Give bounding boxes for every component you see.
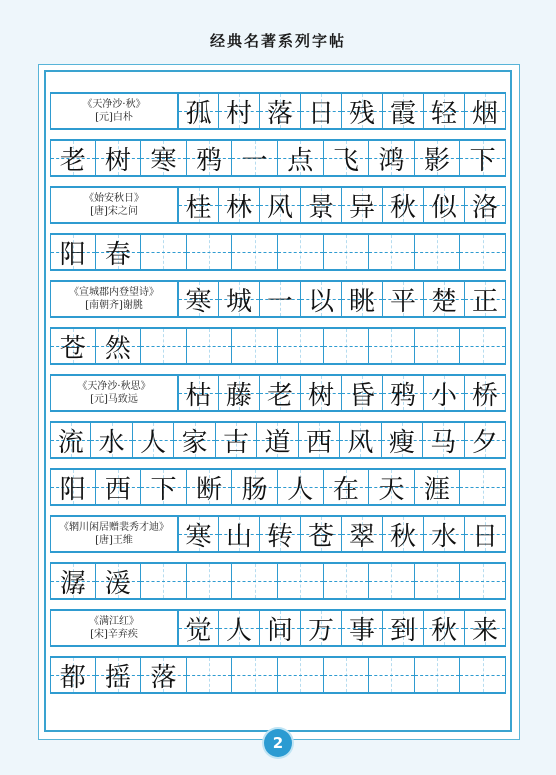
practice-cells (50, 423, 506, 457)
poem-continuation-row (50, 139, 506, 177)
practice-cells (50, 141, 506, 175)
practice-character: 肠 (241, 474, 268, 505)
practice-cell (187, 329, 233, 363)
practice-cell (178, 517, 219, 551)
practice-cell (301, 94, 342, 128)
practice-character: 人 (140, 427, 167, 458)
practice-character: 寒 (185, 286, 212, 317)
practice-cell (465, 376, 506, 410)
practice-character: 山 (225, 521, 252, 552)
practice-character: 以 (307, 286, 334, 317)
practice-cell (324, 235, 370, 269)
practice-character: 正 (471, 286, 498, 317)
practice-cell (278, 564, 324, 598)
practice-character: 古 (223, 427, 250, 458)
poem-title: 《满江红》 (89, 616, 139, 627)
poem-title: 《天净沙·秋思》 (77, 381, 151, 392)
practice-cell (278, 235, 324, 269)
practice-character: 烟 (471, 98, 498, 129)
practice-cell (178, 188, 219, 222)
practice-cell (133, 423, 174, 457)
practice-cell (415, 141, 461, 175)
practice-cells (178, 282, 506, 316)
poem-author: [南朝齐]谢朓 (85, 300, 143, 311)
practice-character: 老 (59, 145, 86, 176)
practice-character: 涯 (424, 474, 451, 505)
practice-cell (178, 376, 219, 410)
practice-cell (342, 188, 383, 222)
practice-character: 日 (471, 521, 498, 552)
practice-cell (278, 658, 324, 692)
poem-continuation-row (50, 327, 506, 365)
practice-cell (50, 329, 96, 363)
practice-cell (383, 376, 424, 410)
poem-title: 《宣城郡内登望诗》 (69, 287, 159, 298)
poem-header-row (50, 374, 506, 412)
practice-cell (383, 282, 424, 316)
practice-character: 夕 (471, 427, 498, 458)
poem-header-row (50, 92, 506, 130)
practice-cells (50, 470, 506, 504)
practice-character: 村 (225, 98, 252, 129)
poem-label (50, 94, 178, 128)
practice-character: 一 (266, 286, 293, 317)
practice-character: 洛 (471, 192, 498, 223)
practice-cell (324, 329, 370, 363)
practice-cell (219, 517, 260, 551)
practice-character: 鸦 (196, 145, 223, 176)
practice-character: 眺 (348, 286, 375, 317)
practice-character: 飞 (332, 145, 359, 176)
practice-cell (260, 282, 301, 316)
practice-character: 然 (104, 333, 131, 364)
practice-cell (141, 564, 187, 598)
poem-author: [唐]宋之问 (90, 206, 138, 217)
practice-cell (96, 658, 142, 692)
practice-cell (219, 282, 260, 316)
practice-cell (278, 470, 324, 504)
poem-author: [宋]辛弃疾 (90, 629, 138, 640)
practice-character: 树 (104, 145, 131, 176)
practice-cell (96, 470, 142, 504)
practice-cell (187, 141, 233, 175)
practice-character: 平 (389, 286, 416, 317)
practice-cell (219, 376, 260, 410)
poem-author: [元]马致远 (90, 394, 138, 405)
practice-cell (232, 658, 278, 692)
poem-continuation-row (50, 562, 506, 600)
practice-cell (50, 235, 96, 269)
practice-cell (50, 423, 91, 457)
practice-character: 西 (305, 427, 332, 458)
practice-character: 天 (378, 474, 405, 505)
practice-cell (324, 141, 370, 175)
practice-cell (340, 423, 381, 457)
practice-character: 落 (266, 98, 293, 129)
practice-cell (50, 658, 96, 692)
practice-cell (260, 188, 301, 222)
practice-cell (141, 235, 187, 269)
practice-cell (324, 470, 370, 504)
practice-character: 流 (57, 427, 84, 458)
practice-cell (369, 564, 415, 598)
practice-character: 到 (389, 615, 416, 646)
practice-character: 瘦 (388, 427, 415, 458)
practice-cell (141, 470, 187, 504)
practice-cells (50, 235, 506, 269)
practice-cell (96, 141, 142, 175)
practice-character: 都 (59, 662, 86, 693)
practice-cells (178, 188, 506, 222)
poem-author: [元]白朴 (95, 112, 133, 123)
practice-cell (96, 235, 142, 269)
practice-character: 翠 (348, 521, 375, 552)
practice-cell (50, 141, 96, 175)
practice-character: 秋 (430, 615, 457, 646)
practice-cell (424, 376, 465, 410)
practice-character: 家 (181, 427, 208, 458)
practice-cell (232, 141, 278, 175)
practice-cell (301, 611, 342, 645)
practice-cell (301, 517, 342, 551)
practice-character: 昏 (348, 380, 375, 411)
practice-cell (216, 423, 257, 457)
practice-character: 鸦 (389, 380, 416, 411)
practice-cell (178, 282, 219, 316)
practice-character: 事 (348, 615, 375, 646)
practice-character: 楚 (430, 286, 457, 317)
practice-character: 秋 (389, 521, 416, 552)
practice-cell (383, 611, 424, 645)
practice-cell (369, 235, 415, 269)
practice-cell (301, 188, 342, 222)
practice-character: 树 (307, 380, 334, 411)
practice-character: 苍 (307, 521, 334, 552)
practice-character: 落 (150, 662, 177, 693)
poem-continuation-row (50, 233, 506, 271)
practice-cell (424, 188, 465, 222)
practice-cell (465, 611, 506, 645)
practice-cells (178, 611, 506, 645)
practice-cell (369, 141, 415, 175)
practice-cell (382, 423, 423, 457)
practice-cell (50, 470, 96, 504)
practice-character: 异 (348, 192, 375, 223)
practice-cell (278, 141, 324, 175)
poem-header-row (50, 609, 506, 647)
practice-cell (96, 564, 142, 598)
practice-cell (460, 235, 506, 269)
practice-character: 断 (196, 474, 223, 505)
practice-cell (260, 94, 301, 128)
poem-header-row (50, 515, 506, 553)
practice-character: 马 (430, 427, 457, 458)
practice-character: 桥 (471, 380, 498, 411)
practice-cell (465, 94, 506, 128)
practice-cell (232, 470, 278, 504)
practice-character: 残 (348, 98, 375, 129)
practice-cell (232, 329, 278, 363)
practice-cell (465, 188, 506, 222)
practice-character: 桂 (185, 192, 212, 223)
practice-cell (415, 564, 461, 598)
practice-cell (415, 470, 461, 504)
practice-character: 风 (347, 427, 374, 458)
practice-cell (415, 658, 461, 692)
practice-cell (260, 376, 301, 410)
practice-cell (465, 423, 506, 457)
practice-character: 枯 (185, 380, 212, 411)
practice-character: 轻 (430, 98, 457, 129)
practice-cell (383, 188, 424, 222)
practice-cell (465, 517, 506, 551)
practice-character: 人 (287, 474, 314, 505)
practice-character: 水 (430, 521, 457, 552)
practice-cell (465, 282, 506, 316)
practice-cell (424, 517, 465, 551)
practice-character: 小 (430, 380, 457, 411)
practice-cell (460, 141, 506, 175)
practice-character: 在 (332, 474, 359, 505)
practice-character: 点 (287, 145, 314, 176)
practice-character: 下 (469, 145, 496, 176)
practice-cell (424, 611, 465, 645)
poem-title: 《辋川闲居赠裴秀才迪》 (59, 522, 169, 533)
practice-cell (324, 658, 370, 692)
poem-header-row (50, 280, 506, 318)
practice-character: 道 (264, 427, 291, 458)
practice-character: 水 (98, 427, 125, 458)
practice-cell (187, 564, 233, 598)
practice-cell (460, 564, 506, 598)
practice-character: 春 (104, 239, 131, 270)
practice-cell (232, 564, 278, 598)
practice-cells (178, 517, 506, 551)
practice-character: 风 (266, 192, 293, 223)
poem-title: 《始安秋日》 (84, 193, 144, 204)
practice-cell (342, 94, 383, 128)
practice-cells (178, 376, 506, 410)
practice-cell (187, 235, 233, 269)
practice-character: 苍 (59, 333, 86, 364)
practice-cell (278, 329, 324, 363)
practice-cell (141, 141, 187, 175)
practice-cell (423, 423, 464, 457)
practice-character: 潺 (59, 568, 86, 599)
practice-character: 来 (471, 615, 498, 646)
practice-cell (178, 611, 219, 645)
practice-cell (174, 423, 215, 457)
practice-cells (50, 564, 506, 598)
practice-character: 人 (225, 615, 252, 646)
practice-character: 老 (266, 380, 293, 411)
practice-cell (460, 470, 506, 504)
practice-cell (369, 329, 415, 363)
practice-character: 城 (225, 286, 252, 317)
practice-cell (342, 517, 383, 551)
practice-cells (50, 329, 506, 363)
practice-character: 阳 (59, 474, 86, 505)
practice-character: 湲 (104, 568, 131, 599)
practice-character: 下 (150, 474, 177, 505)
practice-cell (96, 329, 142, 363)
practice-cell (187, 658, 233, 692)
practice-character: 孤 (185, 98, 212, 129)
poem-label (50, 611, 178, 645)
practice-cell (383, 94, 424, 128)
practice-character: 林 (225, 192, 252, 223)
poem-header-row (50, 186, 506, 224)
practice-cell (260, 517, 301, 551)
practice-character: 日 (307, 98, 334, 129)
practice-cell (141, 658, 187, 692)
poem-continuation-row (50, 656, 506, 694)
practice-character: 霞 (389, 98, 416, 129)
practice-cell (383, 517, 424, 551)
practice-cell (260, 611, 301, 645)
practice-cell (301, 282, 342, 316)
practice-character: 转 (266, 521, 293, 552)
practice-cell (369, 658, 415, 692)
poem-label (50, 282, 178, 316)
practice-cell (424, 282, 465, 316)
practice-character: 寒 (150, 145, 177, 176)
practice-character: 摇 (104, 662, 131, 693)
practice-cell (424, 94, 465, 128)
practice-cell (219, 94, 260, 128)
poem-continuation-row (50, 468, 506, 506)
practice-character: 景 (307, 192, 334, 223)
practice-character: 万 (307, 615, 334, 646)
poem-label (50, 376, 178, 410)
practice-cell (324, 564, 370, 598)
practice-character: 觉 (185, 615, 212, 646)
practice-character: 似 (430, 192, 457, 223)
practice-cell (50, 564, 96, 598)
poem-continuation-row (50, 421, 506, 459)
practice-cell (301, 376, 342, 410)
page-number-badge: 2 (264, 729, 292, 757)
practice-character: 阳 (59, 239, 86, 270)
practice-cell (219, 611, 260, 645)
practice-cell (141, 329, 187, 363)
practice-cell (219, 188, 260, 222)
practice-cell (299, 423, 340, 457)
practice-character: 藤 (225, 380, 252, 411)
practice-cell (342, 376, 383, 410)
practice-cell (369, 470, 415, 504)
practice-cell (91, 423, 132, 457)
practice-cell (178, 94, 219, 128)
practice-character: 影 (424, 145, 451, 176)
practice-cell (187, 470, 233, 504)
practice-cell (415, 235, 461, 269)
practice-character: 寒 (185, 521, 212, 552)
practice-cells (50, 658, 506, 692)
practice-character: 西 (104, 474, 131, 505)
practice-cell (232, 235, 278, 269)
poem-label (50, 517, 178, 551)
practice-character: 间 (266, 615, 293, 646)
practice-cell (257, 423, 298, 457)
practice-cells (178, 94, 506, 128)
practice-character: 秋 (389, 192, 416, 223)
practice-character: 鸿 (378, 145, 405, 176)
practice-character: 一 (241, 145, 268, 176)
practice-cell (460, 658, 506, 692)
practice-cell (415, 329, 461, 363)
poem-label (50, 188, 178, 222)
page-header-title: 经典名著系列字帖 (209, 32, 346, 50)
practice-cell (460, 329, 506, 363)
poem-author: [唐]王维 (95, 535, 133, 546)
practice-cell (342, 282, 383, 316)
poem-title: 《天净沙·秋》 (82, 99, 146, 110)
practice-cell (342, 611, 383, 645)
